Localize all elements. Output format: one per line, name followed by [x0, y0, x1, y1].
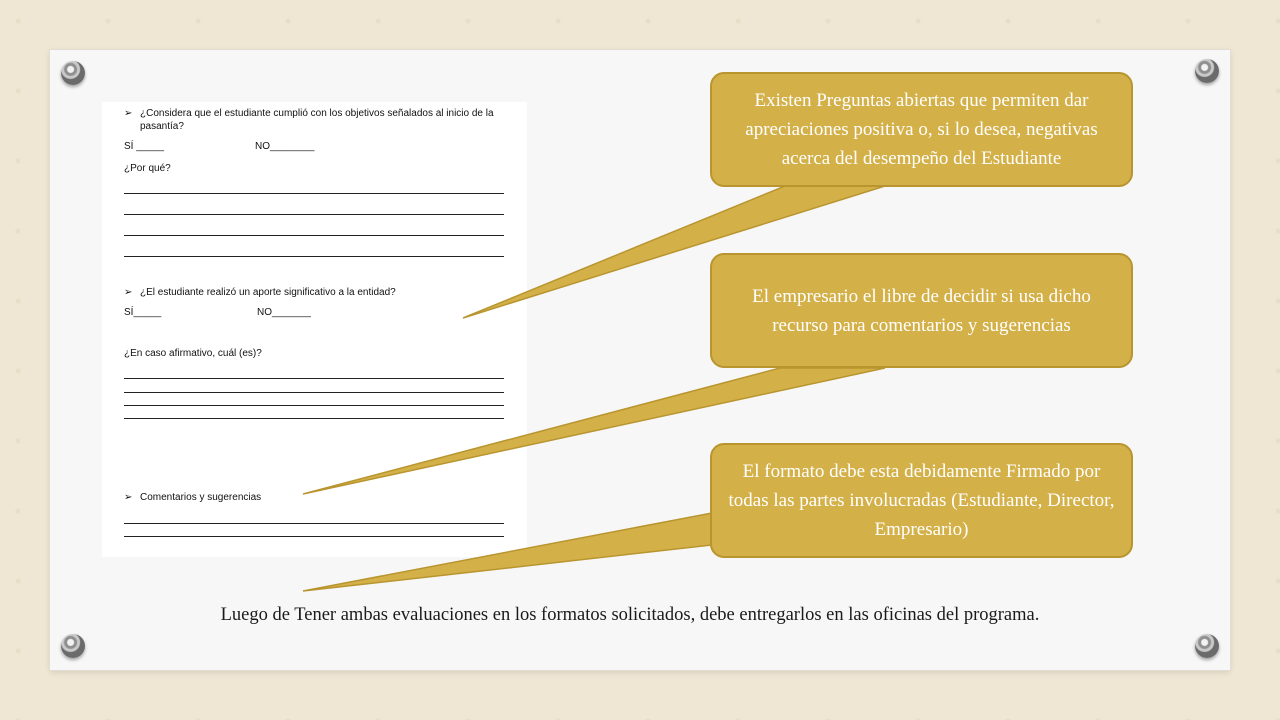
bullet-arrow-icon: ➢: [124, 108, 133, 119]
q2-si-field: SÍ_____: [124, 307, 162, 318]
callout-open-questions: Existen Preguntas abiertas que permiten dar apreciaciones positiva o, si lo desea, negativas acerca del desempeño del Estudiante: [710, 72, 1133, 187]
footer-instruction: Luego de Tener ambas evaluaciones en los formatos solicitados, debe entregarlos en las oficinas del programa.: [220, 605, 1040, 625]
callout-comments: El empresario el libre de decidir si usa dicho recurso para comentarios y sugerencias: [710, 253, 1133, 368]
callout-signatures: El formato debe esta debidamente Firmado por todas las partes involucradas (Estudiante, Director, Empresario): [710, 443, 1133, 558]
form-question-3: ➢ Comentarios y sugerencias: [124, 492, 262, 503]
bullet-arrow-icon: ➢: [124, 492, 133, 503]
form-question-1: ➢ ¿Considera que el estudiante cumplió con los objetivos señalados al inicio de la pasantía?: [124, 108, 494, 132]
q1-why-label: ¿Por qué?: [124, 163, 171, 174]
form-question-2: ➢ ¿El estudiante realizó un aporte significativo a la entidad?: [124, 287, 396, 298]
q1-si-field: SÍ _____: [124, 141, 165, 152]
bullet-arrow-icon: ➢: [124, 287, 133, 298]
callout-3-tail: [303, 513, 712, 591]
q2-which-label: ¿En caso afirmativo, cuál (es)?: [124, 348, 262, 359]
q2-no-field: NO_______: [257, 307, 311, 318]
q1-no-field: NO________: [255, 141, 315, 152]
